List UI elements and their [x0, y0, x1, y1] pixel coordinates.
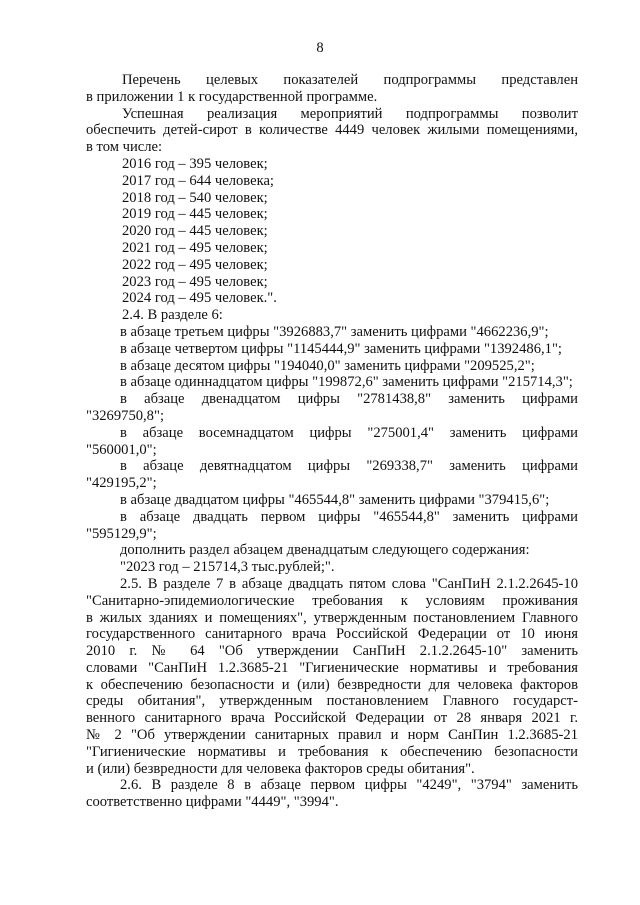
amendment-item [86, 425, 578, 459]
amendment-item [86, 492, 578, 509]
text-line: среды обитания", утвержденным постановлением Главного государст- [86, 693, 578, 710]
text-line: в жилых зданиях и помещениях", утвержденным постановлением Главного [86, 609, 578, 626]
amendment-item: дополнить раздел абзацем двенадцатым следующего содержания: [120, 542, 530, 559]
text-line: "560001,0"; [86, 441, 157, 458]
year-list-item: 2018 год – 540 человек; [122, 189, 268, 206]
intro-paragraph [86, 72, 578, 106]
text-line: в приложении 1 к государственной программе. [86, 88, 378, 105]
amendment-item [86, 341, 578, 358]
amendment-item [86, 358, 578, 375]
text-line: государственного санитарного врача Российской Федерации от 10 июня [86, 626, 578, 643]
year-list-item: 2016 год – 395 человек; [122, 155, 268, 172]
text-line: в абзаце четвертом цифры "1145444,9" заменить цифрами "1392486,1"; [120, 340, 562, 357]
text-line: в том числе: [86, 139, 163, 156]
amendment-item [86, 374, 578, 391]
text-line: "595129,9"; [86, 525, 157, 542]
text-line: "3269750,8"; [86, 407, 164, 424]
year-list-item: 2024 год – 495 человек.". [122, 290, 277, 307]
year-list-item: 2023 год – 495 человек; [122, 273, 268, 290]
document-body [86, 72, 578, 811]
text-line: Успешная реализация мероприятий подпрограммы позволит [122, 105, 578, 122]
text-line: в абзаце десятом цифры "194040,0" заменить цифрами "209525,2"; [120, 357, 535, 374]
text-line: Перечень целевых показателей подпрограммы представлен [122, 72, 578, 88]
amendment-item [86, 458, 578, 492]
text-line: к обеспечению безопасности и (или) безвредности для человека факторов [86, 676, 578, 693]
year-list-item: 2019 год – 445 человек; [122, 206, 268, 223]
text-line: обеспечить детей-сирот в количестве 4449 человек жилыми помещениями, [86, 122, 578, 139]
text-line: словами "СанПиН 1.2.3685-21 "Гигиенические нормативы и требования [86, 659, 578, 676]
amendment-item [86, 324, 578, 341]
text-line: "Санитарно-эпидемиологические требования к условиям проживания [86, 592, 578, 609]
quoted-text: "2023 год – 215714,3 тыс.рублей;". [120, 559, 335, 576]
year-list-item: 2021 год – 495 человек; [122, 239, 268, 256]
section-paragraph [86, 576, 578, 778]
text-line: 2010 г. № 64 "Об утверждении СанПиН 2.1.2.2645-10" заменить [86, 643, 578, 660]
intro-paragraph [86, 106, 578, 156]
text-line: в абзаце одиннадцатом цифры "199872,6" заменить цифрами "215714,3"; [120, 374, 573, 391]
text-line: № 2 "Об утверждении санитарных правил и норм СанПин 1.2.3685-21 [86, 727, 578, 744]
text-line: 2.6. В разделе 8 в абзаце первом цифры "4249", "3794" заменить [120, 777, 578, 794]
section-paragraph [86, 777, 578, 811]
text-line: соответственно цифрами "4449", "3994". [86, 794, 339, 811]
text-line: в абзаце двадцать первом цифры "465544,8" заменить цифрами [120, 508, 578, 525]
year-list-item: 2020 год – 445 человек; [122, 223, 268, 240]
text-line: "Гигиенические нормативы и требования к обеспечению безопасности [86, 743, 578, 760]
amendment-item [86, 391, 578, 425]
text-line: "429195,2"; [86, 475, 157, 492]
year-list-item: 2022 год – 495 человек; [122, 256, 268, 273]
page-number: 8 [316, 40, 324, 56]
section-heading: 2.4. В разделе 6: [122, 307, 223, 324]
text-line: в абзаце двенадцатом цифры "2781438,8" заменить цифрами [120, 391, 578, 408]
amendment-item [86, 509, 578, 543]
text-line: венного санитарного врача Российской Федерации от 28 января 2021 г. [86, 710, 578, 727]
text-line: в абзаце двадцатом цифры "465544,8" заменить цифрами "379415,6"; [120, 491, 550, 508]
text-line: 2.5. В разделе 7 в абзаце двадцать пятом слова "СанПиН 2.1.2.2645-10 [120, 575, 578, 592]
text-line: в абзаце восемнадцатом цифры "275001,4" заменить цифрами [120, 424, 578, 441]
year-list-item: 2017 год – 644 человека; [122, 172, 274, 189]
text-line: в абзаце третьем цифры "3926883,7" заменить цифрами "4662236,9"; [120, 323, 549, 340]
text-line: в абзаце девятнадцатом цифры "269338,7" заменить цифрами [120, 458, 578, 475]
text-line: и (или) безвредности для человека факторов среды обитания". [86, 760, 475, 777]
